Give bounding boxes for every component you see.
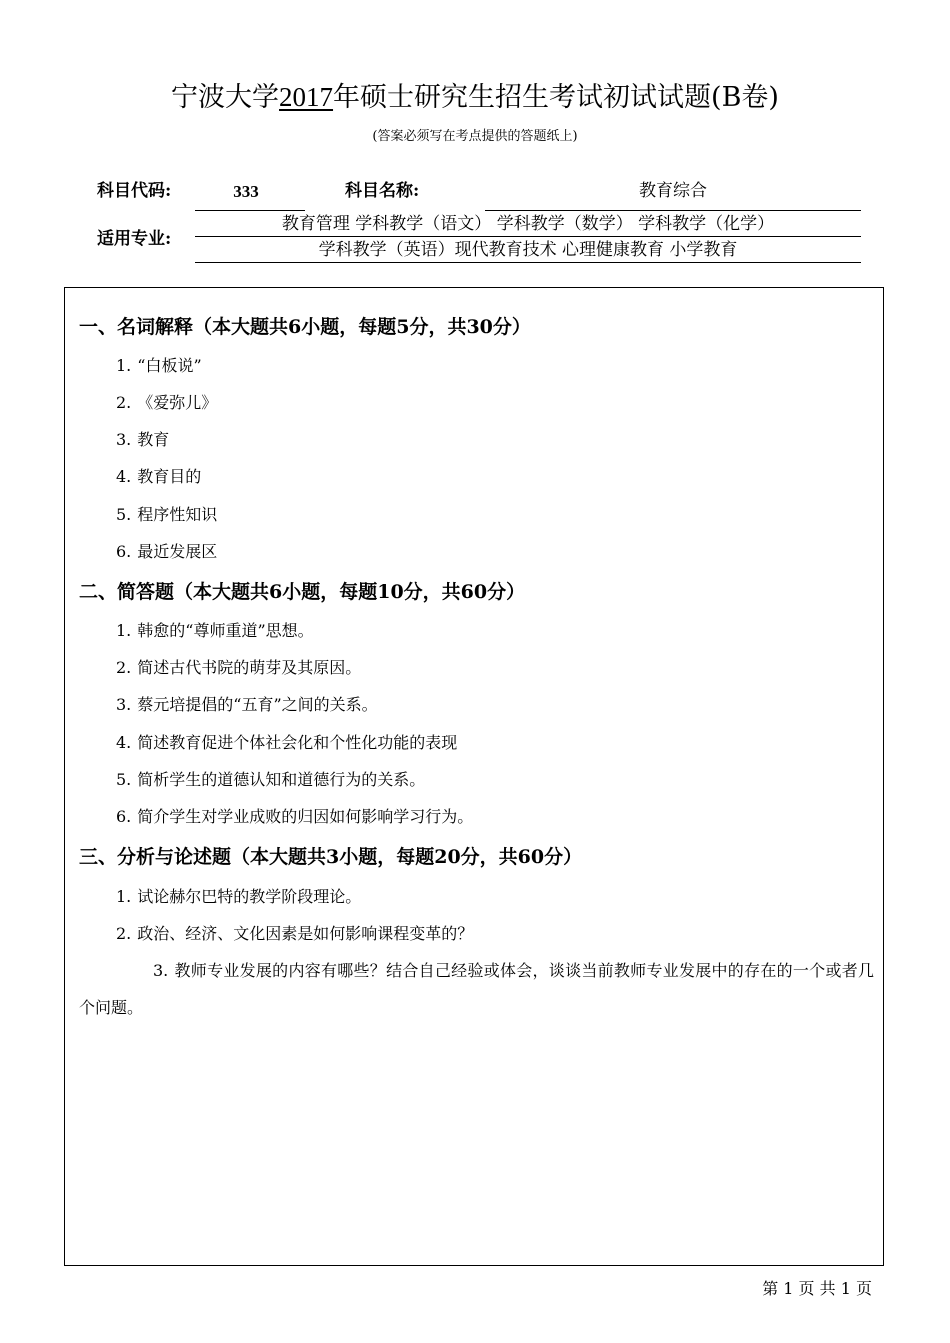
- section-heading-1: 一、名词解释（本大题共6小题，每题5分，共30分）: [79, 316, 531, 338]
- question-item: [116, 769, 425, 791]
- question-item: [116, 923, 473, 945]
- question-item: [116, 806, 473, 828]
- question-number: 4.: [116, 733, 132, 752]
- question-text: 《爱弥儿》: [137, 393, 218, 412]
- question-item: [116, 541, 217, 563]
- question-number: 2.: [116, 393, 132, 412]
- question-number: 5.: [116, 770, 132, 789]
- question-item: [116, 620, 314, 642]
- question-text: 简析学生的道德认知和道德行为的关系。: [137, 770, 426, 789]
- majors-line-1: 教育管理 学科教学（语文） 学科教学（数学） 学科教学（化学）: [281, 214, 775, 234]
- subject-code-value: 333: [233, 182, 259, 201]
- question-text: 简介学生对学业成败的归因如何影响学习行为。: [137, 807, 474, 826]
- question-item: [116, 886, 361, 908]
- question-item: [116, 732, 457, 754]
- question-text: 教育目的: [137, 467, 202, 486]
- code-underline: [195, 210, 305, 211]
- title-suffix: 年硕士研究生招生考试初试试题(B卷): [333, 82, 779, 113]
- question-number: 3.: [116, 695, 132, 714]
- question-number: 4.: [116, 467, 132, 486]
- question-text: 试论赫尔巴特的教学阶段理论。: [137, 887, 362, 906]
- question-item: [79, 952, 874, 1026]
- title-year: 2017: [279, 82, 334, 112]
- question-text: 教师专业发展的内容有哪些？结合自己经验或体会，谈谈当前教师专业发展中的存在的一个或者几个问题。: [79, 961, 874, 1017]
- question-number: 3.: [116, 430, 132, 449]
- question-number: 2.: [116, 658, 132, 677]
- question-number: 1.: [116, 887, 132, 906]
- majors-line-2: 学科教学（英语）现代教育技术 心理健康教育 小学教育: [318, 240, 738, 260]
- subject-name-label: 科目名称:: [345, 181, 420, 201]
- question-number: 6.: [116, 542, 132, 561]
- question-number: 1.: [116, 356, 132, 375]
- exam-subtitle: (答案必须写在考点提供的答题纸上): [372, 129, 578, 144]
- question-text: 蔡元培提倡的“五育”之间的关系。: [137, 695, 378, 714]
- question-item: [116, 657, 361, 679]
- question-text: 程序性知识: [137, 505, 218, 524]
- subject-code-label: 科目代码:: [97, 181, 172, 201]
- title-prefix: 宁波大学: [171, 82, 280, 113]
- exam-title: [0, 78, 950, 117]
- question-number: 1.: [116, 621, 132, 640]
- majors-line-2-rule: [195, 262, 861, 263]
- question-item: [116, 392, 217, 414]
- question-text: 教育: [137, 430, 170, 449]
- page-number: 第 1 页 共 1 页: [762, 1279, 872, 1298]
- question-number: 5.: [116, 505, 132, 524]
- question-text: “白板说”: [137, 356, 202, 375]
- question-item: [116, 466, 201, 488]
- name-underline: [485, 210, 861, 211]
- question-text: 最近发展区: [137, 542, 218, 561]
- question-text: 韩愈的“尊师重道”思想。: [137, 621, 314, 640]
- question-text: 政治、经济、文化因素是如何影响课程变革的？: [137, 924, 474, 943]
- majors-line-1-rule: [195, 236, 861, 237]
- majors-label: 适用专业:: [97, 229, 172, 249]
- question-text: 简述教育促进个体社会化和个性化功能的表现: [137, 733, 458, 752]
- question-item: [116, 429, 169, 451]
- section-heading-2: 二、简答题（本大题共6小题，每题10分，共60分）: [79, 581, 526, 603]
- subject-name-value: 教育综合: [639, 181, 707, 201]
- question-number: 6.: [116, 807, 132, 826]
- question-item: [116, 355, 202, 377]
- question-item: [116, 694, 378, 716]
- question-number: 2.: [116, 924, 132, 943]
- section-heading-3: 三、分析与论述题（本大题共3小题，每题20分，共60分）: [79, 846, 583, 868]
- question-item: [116, 504, 217, 526]
- question-number: 3.: [153, 961, 169, 980]
- question-text: 简述古代书院的萌芽及其原因。: [137, 658, 362, 677]
